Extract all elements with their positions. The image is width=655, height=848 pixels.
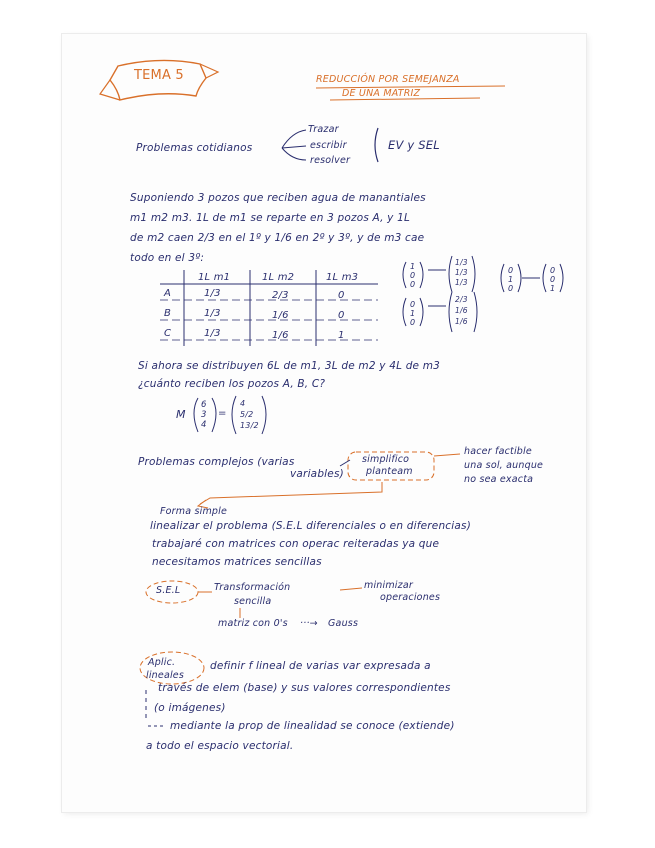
matrix-m-label: M [176,408,186,421]
vector-e3: 0 1 0 [508,266,514,293]
action-resolver: resolver [310,155,351,166]
page-title-line2: DE UNA MATRIZ [342,88,421,99]
aplic-line1: definir f lineal de varias var expresada a [210,660,431,672]
supuesto-line3: de m2 caen 2/3 en el 1º y 1/6 en 2º y 3º, y de m3 cae [130,232,425,244]
table-cell: 2/3 [272,290,289,301]
table-cell: 0 [338,310,345,321]
aplic-line4: mediante la prop de linealidad se conoce (extiende) [170,720,455,732]
planteam-text: planteam [366,466,413,477]
forma-title: Forma simple [160,506,228,517]
sencilla-text: sencilla [234,596,272,607]
table-header-1: 1L m1 [198,272,231,283]
operaciones-text: operaciones [380,592,441,603]
sel-label: S.E.L [156,585,181,596]
table-header-3: 1L m3 [326,272,359,283]
goal-line1: hacer factible [464,446,532,457]
matriz-text: matriz con 0's [218,618,288,629]
goal-line3: no sea exacta [464,474,534,485]
vector-img1: 1/3 1/3 1/3 [455,258,468,287]
aplic-line3: (o imágenes) [154,702,226,714]
action-trazar: Trazar [308,124,339,135]
complejos-label2: variables) [290,468,344,480]
vector-e1: 1 0 0 [410,262,416,289]
m-input-vector: 6 3 4 [201,400,207,430]
aplic-line2: través de elem (base) y sus valores correspondientes [158,682,451,694]
table-row-label: C [164,328,172,339]
table-cell: 1/3 [204,328,221,339]
table-cell: 1/3 [204,308,221,319]
supuesto-line2: m1 m2 m3. 1L de m1 se reparte en 3 pozos A, y 1L [130,212,411,224]
pregunta-line1: Si ahora se distribuyen 6L de m1, 3L de m2 y 4L de m3 [138,360,441,372]
right-brace [375,128,378,162]
m-output-vector: 4 5/2 13/2 [240,399,259,430]
forma-line3: necesitamos matrices sencillas [152,556,322,568]
cotidianos-label: Problemas cotidianos [136,142,253,154]
simplifico-text: simplifico [362,454,410,465]
forma-line1: linealizar el problema (S.E.L diferenciales o en diferencias) [150,520,471,532]
aplic-label2: lineales [146,670,184,681]
pregunta-line2: ¿cuánto reciben los pozos A, B, C? [138,378,326,390]
vector-img3: 0 0 1 [550,266,556,293]
goal-line2: una sol, aunque [464,460,544,471]
minimizar-text: minimizar [364,580,413,591]
gauss-arrow: ···→ [300,618,318,629]
table-row-label: B [164,308,172,319]
supuesto-line1: Suponiendo 3 pozos que reciben agua de manantiales [130,192,426,204]
transformacion-text: Transformación [214,582,291,593]
table-row-label: A [164,288,172,299]
table-cell: 1/6 [272,330,289,341]
gauss-text: Gauss [328,618,359,629]
supuesto-line4: todo en el 3º: [130,252,205,264]
action-escribir: escribir [310,140,347,151]
vector-img2: 2/3 1/6 1/6 [455,295,468,326]
cotidianos-result: EV y SEL [388,138,440,152]
table-cell: 1/3 [204,288,221,299]
table-cell: 1/6 [272,310,289,321]
aplic-line5: a todo el espacio vectorial. [146,740,294,752]
complejos-label: Problemas complejos (varias [138,456,295,468]
page-title: REDUCCIÓN POR SEMEJANZA [316,74,460,85]
forma-line2: trabajaré con matrices con operac reiteradas ya que [152,538,440,550]
equals-sign: = [218,408,227,419]
vector-e2: 0 1 0 [410,300,416,327]
table-cell: 0 [338,290,345,301]
table-header-2: 1L m2 [262,272,295,283]
table-cell: 1 [338,330,345,341]
aplic-label: Aplic. [148,657,176,668]
tema-label: TEMA 5 [134,68,184,83]
